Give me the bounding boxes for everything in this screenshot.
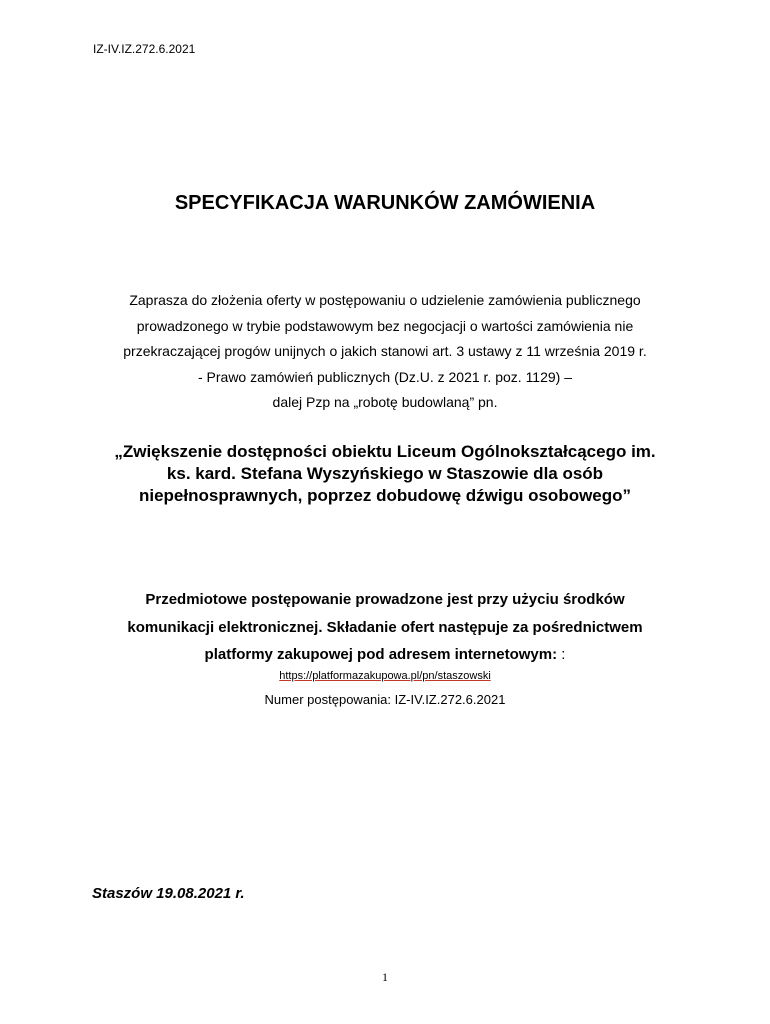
platform-line: komunikacji elektronicznej. Składanie ofert następuje za pośrednictwem bbox=[127, 618, 643, 636]
intro-line: Zaprasza do złożenia oferty w postępowaniu o udzielenie zamówienia publicznego bbox=[129, 292, 641, 308]
intro-line: - Prawo zamówień publicznych (Dz.U. z 2021 r. poz. 1129) – bbox=[197, 368, 573, 385]
intro-paragraph bbox=[80, 288, 690, 416]
platform-line-text: platformy zakupowej pod adresem internetowym: bbox=[204, 646, 558, 663]
intro-line: przekraczającej progów unijnych o jakich stanowi art. 3 ustawy z 11 września 2019 r. bbox=[123, 343, 647, 359]
platform-link-row bbox=[0, 669, 770, 683]
place-and-date: Staszów 19.08.2021 r. bbox=[92, 885, 245, 902]
procedure-number: Numer postępowania: IZ-IV.IZ.272.6.2021 bbox=[264, 692, 506, 707]
subject-line: „Zwiększenie dostępności obiektu Liceum Ogólnokształcącego im. bbox=[114, 442, 656, 461]
page-number: 1 bbox=[382, 970, 388, 984]
document-reference-number: IZ-IV.IZ.272.6.2021 bbox=[93, 42, 196, 56]
subject-line: niepełnosprawnych, poprzez dobudowę dźwigu osobowego” bbox=[138, 486, 632, 505]
platform-line: Przedmiotowe postępowanie prowadzone jest przy użyciu środków bbox=[145, 591, 625, 608]
intro-line: dalej Pzp na „robotę budowlaną” pn. bbox=[272, 394, 498, 410]
contract-subject-title bbox=[60, 441, 710, 507]
platform-line bbox=[60, 641, 710, 669]
electronic-platform-notice bbox=[60, 586, 710, 669]
platform-line-suffix: : bbox=[557, 646, 566, 663]
platform-url-link[interactable]: https://platformazakupowa.pl/pn/staszowski bbox=[279, 670, 491, 682]
document-title: SPECYFIKACJA WARUNKÓW ZAMÓWIENIA bbox=[174, 192, 596, 214]
intro-line: prowadzonego w trybie podstawowym bez negocjacji o wartości zamówienia nie bbox=[136, 317, 634, 334]
subject-line: ks. kard. Stefana Wyszyńskiego w Staszowie dla osób bbox=[166, 464, 604, 483]
